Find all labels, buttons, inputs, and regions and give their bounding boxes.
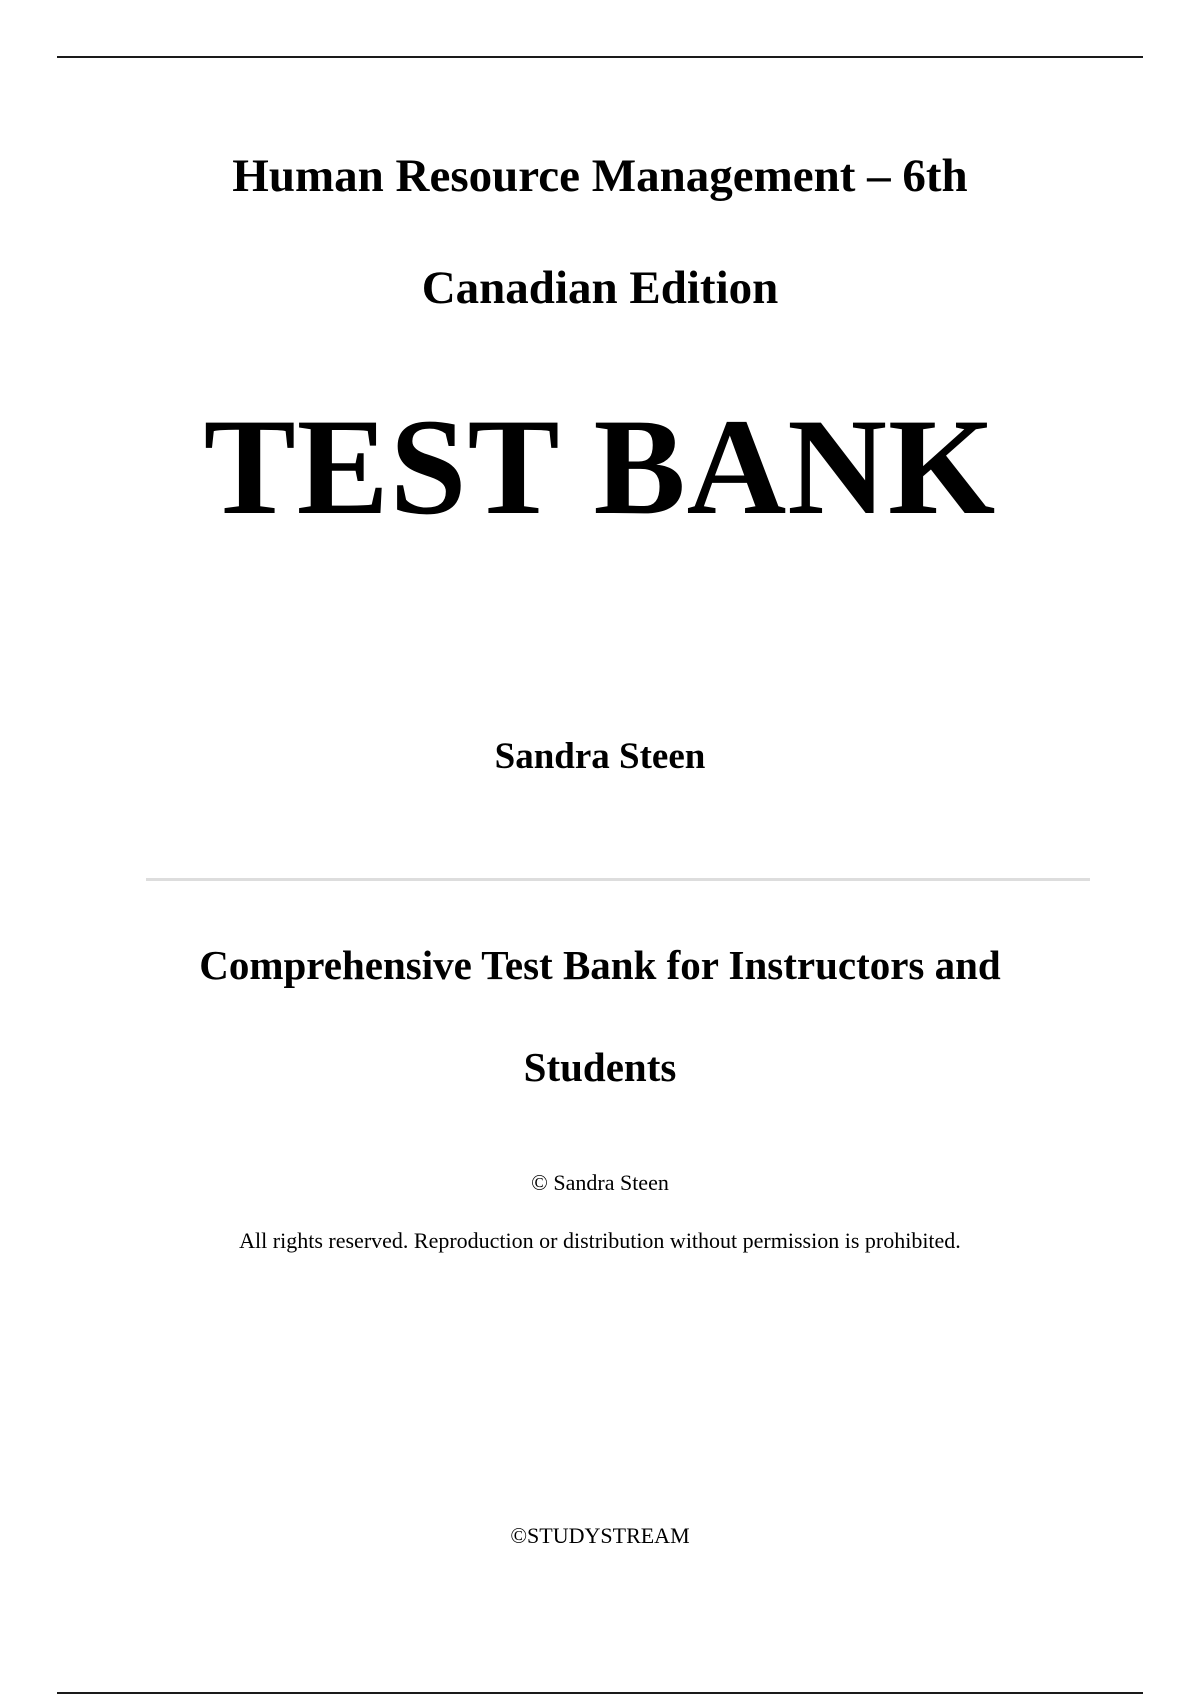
test-bank-heading: TEST BANK	[203, 390, 997, 543]
author-name: Sandra Steen	[494, 736, 706, 777]
publisher-mark: ©STUDYSTREAM	[510, 1523, 690, 1548]
subtitle-line-2: Students	[523, 1044, 677, 1090]
top-rule	[57, 56, 1143, 58]
bottom-rule	[57, 1692, 1143, 1694]
book-title-line-1: Human Resource Management – 6th	[232, 150, 968, 202]
book-title-line-2: Canadian Edition	[421, 262, 779, 314]
rights-notice: All rights reserved. Reproduction or distribution without permission is prohibited.	[239, 1228, 961, 1253]
subtitle-line-1: Comprehensive Test Bank for Instructors and	[199, 942, 1001, 988]
copyright-notice: © Sandra Steen	[531, 1170, 669, 1195]
section-divider	[146, 878, 1090, 881]
